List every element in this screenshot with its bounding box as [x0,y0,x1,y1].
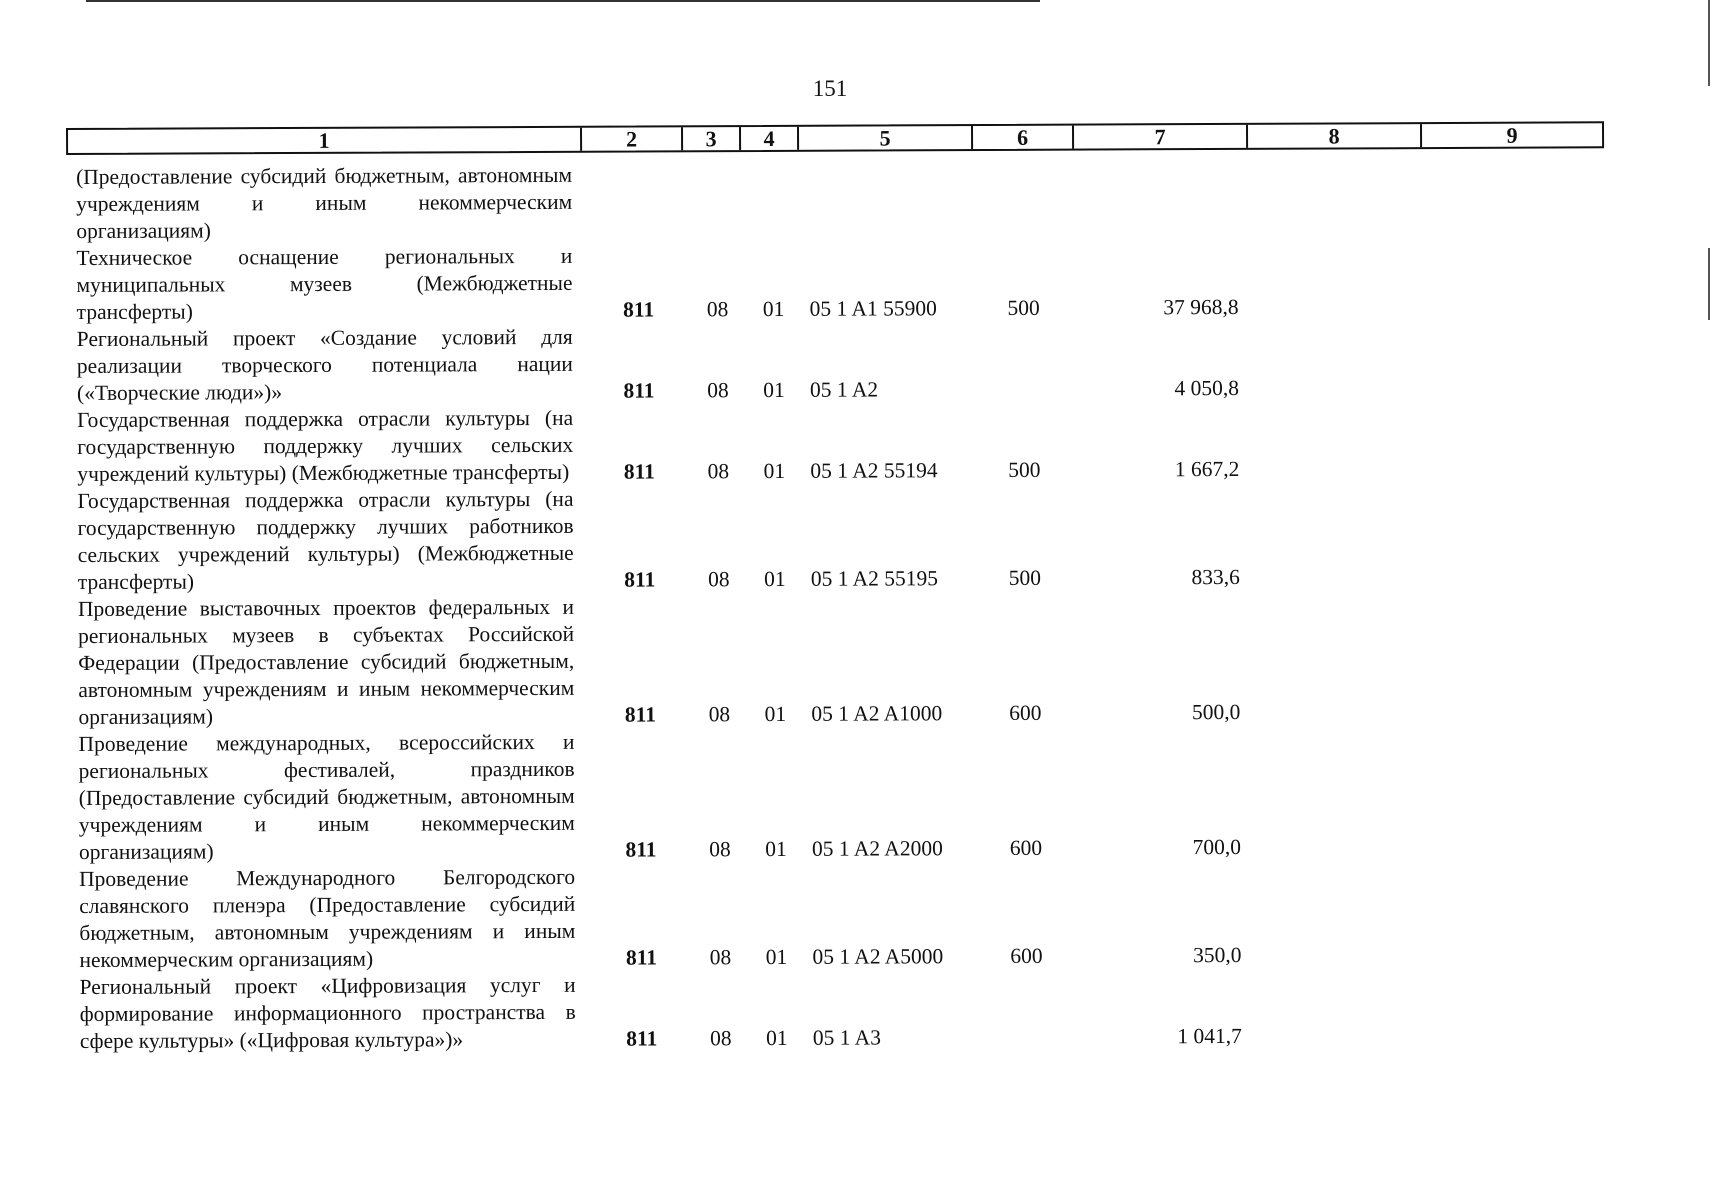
row-description: Региональный проект «Создание условий для реализации творческого потенциала нации («Творческие люди»)» [76,324,573,405]
row-section: 08 [710,1026,732,1051]
row-amount: 37 968,8 [1163,294,1239,320]
row-target: 05 1 A2 A1000 [811,701,943,726]
row-subsection: 01 [765,836,787,861]
row-description: Региональный проект «Цифровизация услуг и формирование информационного пространства в сфере культуры» («Цифровая культура»)» [79,972,576,1053]
table-row [78,589,1619,731]
row-amount: 1 667,2 [1174,456,1240,482]
row-subsection: 01 [766,1025,788,1050]
page-number: 151 [812,76,848,101]
table-row [76,157,1616,245]
scan-edge-mark [1708,248,1710,320]
row-code: 811 [624,567,656,592]
row-amount: 833,6 [1191,564,1240,590]
row-description: Государственная поддержка отрасли культуры (на государственную поддержку лучших сельских учреждений культуры) (Межбюджетные трансферты) [77,405,574,486]
row-type: 500 [1008,565,1041,590]
row-subsection: 01 [763,458,786,484]
column-header-2: 2 [582,127,683,150]
row-section: 08 [706,297,729,322]
row-target: 05 1 A2 55195 [810,566,939,591]
row-amount: 350,0 [1193,942,1242,968]
row-code: 811 [623,378,655,403]
row-type: 500 [1007,295,1040,320]
scan-edge-mark [1708,0,1710,86]
row-code: 811 [625,945,658,970]
column-header-4: 4 [741,127,799,150]
row-target: 05 1 A1 55900 [809,296,937,321]
row-type: 600 [1009,700,1042,725]
table-body [76,157,1620,1055]
row-code: 811 [623,297,655,322]
row-description: Государственная поддержка отрасли культуры (на государственную поддержку лучших работников сельских учреждений культуры) (Межбюджетные трансферты) [77,486,574,594]
row-code: 811 [625,837,657,862]
row-amount: 700,0 [1192,834,1242,860]
row-amount: 1 041,7 [1177,1023,1242,1049]
row-section: 08 [707,459,730,484]
table-header [66,121,1604,155]
table-row [77,481,1617,596]
row-subsection: 01 [762,296,785,322]
table-row [77,400,1617,488]
row-section: 08 [709,837,731,862]
column-header-7: 7 [1074,125,1248,149]
row-description: Проведение Международного Белгородского славянского пленэра (Предоставление субсидий бюджетным, автономным учреждениям и иным некоммерческим организациям) [79,864,576,972]
row-description: (Предоставление субсидий бюджетным, автономным учреждениям и иным некоммерческим организациям) [76,162,573,243]
row-target: 05 1 A2 A2000 [811,836,943,861]
table-row [79,859,1619,974]
column-header-8: 8 [1248,124,1422,148]
column-header-3: 3 [683,127,741,150]
row-code: 811 [626,1026,658,1051]
row-subsection: 01 [764,701,787,727]
row-amount: 4 050,8 [1174,375,1240,401]
column-header-9: 9 [1506,122,1518,148]
row-subsection: 01 [765,944,788,969]
row-section: 08 [708,567,730,592]
table-row [78,724,1619,866]
table-row [76,238,1616,326]
row-amount: 500,0 [1191,699,1241,725]
row-description: Проведение выставочных проектов федеральных и региональных музеев в субъектах Российской Федерации (Предоставление субсидий бюджетным, автономным учреждениям и иным некоммерческим организациям) [77,594,575,729]
row-section: 08 [709,945,732,970]
row-code: 811 [624,702,656,727]
row-subsection: 01 [763,377,785,403]
row-code: 811 [623,459,655,484]
row-target: 05 1 A2 [809,377,879,402]
row-target: 05 1 A2 55194 [810,458,938,483]
column-header-1: 1 [68,128,582,153]
row-target: 05 1 A2 A5000 [812,944,944,969]
row-type: 600 [1010,943,1043,968]
table-row [80,967,1620,1055]
column-header-6: 6 [973,126,1074,149]
column-header-5: 5 [799,126,973,150]
row-target: 05 1 A3 [812,1025,881,1050]
row-description: Техническое оснащение региональных и муниципальных музеев (Межбюджетные трансферты) [76,243,573,324]
table-row [77,319,1617,407]
row-subsection: 01 [764,566,786,592]
row-type: 500 [1008,457,1041,482]
scan-top-line [86,0,1040,2]
row-section: 08 [708,702,731,727]
row-description: Проведение международных, всероссийских и региональных фестивалей, праздников (Предоставление субсидий бюджетным, автономным учреждениям и иным некоммерческим организациям) [78,729,575,864]
row-type: 600 [1009,835,1043,860]
row-section: 08 [707,378,729,403]
